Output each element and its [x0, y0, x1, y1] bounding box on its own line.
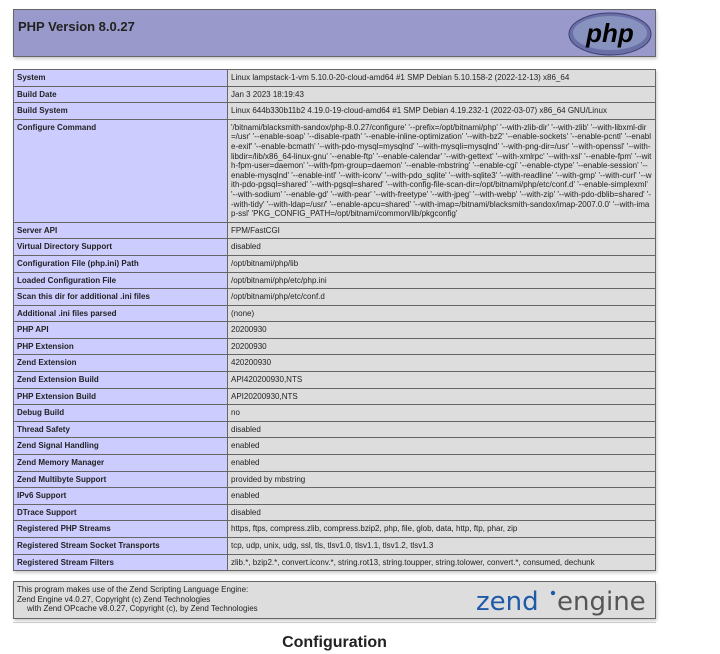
configuration-heading: Configuration	[282, 634, 387, 651]
row-label: PHP API	[14, 322, 228, 339]
row-value: enabled	[228, 438, 656, 455]
row-label: Virtual Directory Support	[14, 239, 228, 256]
table-row	[14, 521, 656, 538]
row-value: zlib.*, bzip2.*, convert.iconv.*, string.rot13, string.toupper, string.tolower, convert.*, consumed, dechunk	[228, 554, 656, 571]
row-label: Configuration File (php.ini) Path	[14, 255, 228, 272]
table-row	[14, 554, 656, 571]
row-label: Additional .ini files parsed	[14, 305, 228, 322]
row-label: Thread Safety	[14, 421, 228, 438]
table-row	[14, 119, 656, 222]
table-row	[14, 372, 656, 389]
row-value: enabled	[228, 488, 656, 505]
table-row	[14, 504, 656, 521]
row-label: DTrace Support	[14, 504, 228, 521]
row-label: PHP Extension Build	[14, 388, 228, 405]
row-label: System	[14, 70, 228, 87]
table-row	[14, 86, 656, 103]
row-value: 420200930	[228, 355, 656, 372]
table-row	[14, 338, 656, 355]
table-row	[14, 103, 656, 120]
row-label: Registered PHP Streams	[14, 521, 228, 538]
engine-logo-word: engine	[557, 587, 646, 618]
php-logo	[568, 12, 652, 56]
zend-engine-box	[13, 581, 656, 619]
zend-credits	[17, 585, 258, 614]
table-row	[14, 289, 656, 306]
row-value: disabled	[228, 504, 656, 521]
row-label: Registered Stream Socket Transports	[14, 538, 228, 555]
table-row	[14, 239, 656, 256]
version-header	[13, 9, 656, 57]
row-label: Zend Signal Handling	[14, 438, 228, 455]
row-label: Debug Build	[14, 405, 228, 422]
row-label: Scan this dir for additional .ini files	[14, 289, 228, 306]
row-value: API20200930,NTS	[228, 388, 656, 405]
row-value: no	[228, 405, 656, 422]
table-row	[14, 421, 656, 438]
section-divider	[13, 622, 656, 623]
table-row	[14, 488, 656, 505]
table-row	[14, 222, 656, 239]
row-label: Loaded Configuration File	[14, 272, 228, 289]
row-value: disabled	[228, 239, 656, 256]
table-row	[14, 272, 656, 289]
table-row	[14, 255, 656, 272]
row-label: Server API	[14, 222, 228, 239]
info-table	[13, 69, 656, 571]
zend-credit-line: This program makes use of the Zend Scripting Language Engine:	[17, 585, 249, 595]
row-value: '/bitnami/blacksmith-sandox/php-8.0.27/configure' '--prefix=/opt/bitnami/php' '--with-zlib-dir' '--with-zlib' '--with-libxml-dir=/usr' '--enable-soap' '--disable-rpath' '--enable-inline-optimization' '--with-bz2' '--enable-sockets' '--enable-pcntl' '--enable-exif' '--enable-bcmath' '--with-pdo-mysql=mysqlnd' '--with-mysqli=mysqlnd' '--with-png-dir=/usr' '--with-openssl' '--with-libdir=/lib/x86_64-linux-gnu' '--enable-ftp' '--enable-calendar' '--with-gettext' '--with-xmlrpc' '--with-xsl' '--enable-fpm' '--with-fpm-user=daemon' '--with-fpm-group=daemon' '--enable-mbstring' '--enable-cgi' '--enable-ctype' '--enable-session' '--enable-mysqlnd' '--enable-intl' '--with-iconv' '--with-pdo_sqlite' '--with-sqlite3' '--with-readline' '--with-gmp' '--with-curl' '--with-pdo-pgsql=shared' '--with-pgsql=shared' '--with-config-file-scan-dir=/opt/bitnami/php/etc/conf.d' '--enable-simplexml' '--with-sodium' '--enable-gd' '--with-pear' '--with-freetype' '--with-jpeg' '--with-webp' '--with-zip' '--with-pdo-dblib=shared' '--with-tidy' '--with-ldap=/usr/' '--enable-apcu=shared' '--with-imap=/bitnami/blacksmith-sandox/imap-2007.0.0' '--with-imap-ssl' 'PKG_CONFIG_PATH=/opt/bitnami/common/lib/pkgconfig'	[228, 119, 656, 222]
row-value: Jan 3 2023 18:19:43	[228, 86, 656, 103]
row-value: disabled	[228, 421, 656, 438]
row-value: 20200930	[228, 322, 656, 339]
row-value: provided by mbstring	[228, 471, 656, 488]
table-row	[14, 455, 656, 472]
page-title: PHP Version 8.0.27	[18, 19, 135, 34]
row-label: Zend Memory Manager	[14, 455, 228, 472]
table-row	[14, 471, 656, 488]
row-value: Linux 644b330b11b2 4.19.0-19-cloud-amd64 #1 SMP Debian 4.19.232-1 (2022-03-07) x86_64 GNU/Linux	[228, 103, 656, 120]
zend-credit-line: with Zend OPcache v8.0.27, Copyright (c), by Zend Technologies	[27, 604, 258, 614]
table-row	[14, 388, 656, 405]
table-row	[14, 322, 656, 339]
row-value: Linux lampstack-1-vm 5.10.0-20-cloud-amd64 #1 SMP Debian 5.10.158-2 (2022-12-13) x86_64	[228, 70, 656, 87]
row-label: Configure Command	[14, 119, 228, 222]
row-value: enabled	[228, 455, 656, 472]
row-label: Registered Stream Filters	[14, 554, 228, 571]
table-row	[14, 405, 656, 422]
row-label: Build System	[14, 103, 228, 120]
row-value: tcp, udp, unix, udg, ssl, tls, tlsv1.0, tlsv1.1, tlsv1.2, tlsv1.3	[228, 538, 656, 555]
row-value: /opt/bitnami/php/etc/conf.d	[228, 289, 656, 306]
row-label: Zend Multibyte Support	[14, 471, 228, 488]
row-value: FPM/FastCGI	[228, 222, 656, 239]
zend-engine-logo	[476, 585, 652, 617]
table-row	[14, 305, 656, 322]
zend-logo-dot	[551, 591, 555, 595]
row-value: API420200930,NTS	[228, 372, 656, 389]
row-label: IPv6 Support	[14, 488, 228, 505]
row-label: PHP Extension	[14, 338, 228, 355]
table-row	[14, 538, 656, 555]
row-value: /opt/bitnami/php/lib	[228, 255, 656, 272]
row-value: https, ftps, compress.zlib, compress.bzip2, php, file, glob, data, http, ftp, phar, zip	[228, 521, 656, 538]
table-row	[14, 438, 656, 455]
row-label: Build Date	[14, 86, 228, 103]
row-value: 20200930	[228, 338, 656, 355]
zend-logo-word: zend	[476, 587, 539, 618]
table-row	[14, 70, 656, 87]
row-label: Zend Extension Build	[14, 372, 228, 389]
row-value: /opt/bitnami/php/etc/php.ini	[228, 272, 656, 289]
table-row	[14, 355, 656, 372]
zend-credit-line: Zend Engine v4.0.27, Copyright (c) Zend Technologies	[17, 594, 211, 604]
row-label: Zend Extension	[14, 355, 228, 372]
row-value: (none)	[228, 305, 656, 322]
php-logo-text: php	[586, 18, 634, 48]
phpinfo-page	[13, 9, 656, 619]
